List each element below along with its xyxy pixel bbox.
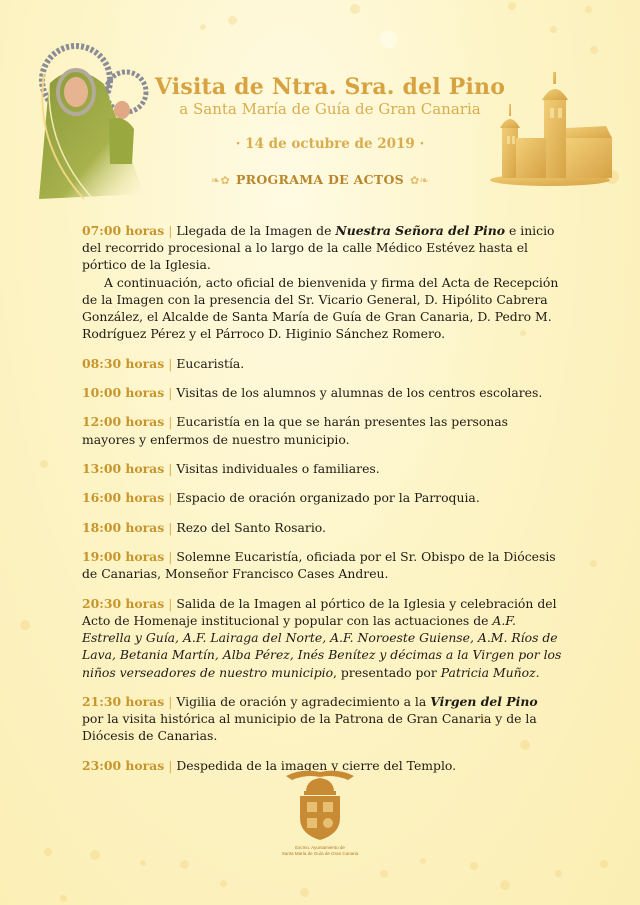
schedule-list <box>82 222 562 786</box>
schedule-time: 10:00 horas <box>82 385 165 400</box>
schedule-time: 16:00 horas <box>82 490 165 506</box>
schedule-item: 18:00 horas | Rezo del Santo Rosario. <box>82 519 326 535</box>
schedule-item: 19:00 horas | Solemne Eucaristía, oficiada por el Sr. Obispo de la Diócesis de Canarias, Monseñor Francisco Cases Andreu. <box>82 549 556 582</box>
schedule-item: 16:00 horas | Espacio de oración organizado por la Parroquia. <box>82 490 480 506</box>
page-title: Visita de Ntra. Sra. del Pino <box>154 74 506 100</box>
schedule-item: 10:00 horas | Visitas de los alumnos y alumnas de los centros escolares. <box>82 385 543 400</box>
schedule-item: 08:30 horas | Eucaristía. <box>82 355 245 371</box>
ornament-right-icon: ✿❧ <box>410 174 430 187</box>
schedule-item: 20:30 horas | Salida de la Imagen al pórtico de la Iglesia y celebración del Acto de Homenaje institucional y popular con las actuaciones de A.F. Estrella y Guía, A.F. Lairaga del Norte, A.F. Noroeste Guiense, A.M. Ríos de Lava, Betania Martín, Alba Pérez, Inés Benítez y décimas a la Virgen por los niños verseadores de nuestro municipio, presentado por Patricia Muñoz. <box>82 595 562 680</box>
schedule-time: 20:30 horas <box>82 595 165 611</box>
schedule-time: 23:00 horas <box>82 757 165 773</box>
program-heading <box>0 172 640 187</box>
schedule-item: 13:00 horas | Visitas individuales o familiares. <box>82 460 380 476</box>
schedule-item: 21:30 horas | Vigilia de oración y agradecimiento a la Virgen del Pino por la visita histórica al municipio de la Patrona de Gran Canaria y de la Diócesis de Canarias. <box>82 693 538 744</box>
header <box>150 74 510 152</box>
schedule-item: 12:00 horas | Eucaristía en la que se harán presentes las personas mayores y enfermos de nuestro municipio. <box>82 414 509 447</box>
schedule-item-paragraph: A continuación, acto oficial de bienvenida y firma del Acta de Recepción de la Imagen con la presencia del Sr. Vicario General, D. Hipólito Cabrera González, el Alcalde de Santa María de Guía de Gran Canaria, D. Pedro M. Rodríguez Pérez y el Párroco D. Higinio Sánchez Romero. <box>82 274 559 342</box>
schedule-time: 07:00 horas <box>82 223 165 238</box>
event-date: · 14 de octubre de 2019 · <box>235 136 425 152</box>
schedule-time: 08:30 horas <box>82 355 165 371</box>
schedule-item: 23:00 horas | Despedida de la imagen y cierre del Templo. <box>82 757 457 773</box>
schedule-time: 12:00 horas <box>82 414 165 430</box>
schedule-time: 19:00 horas <box>82 549 165 565</box>
ornament-left-icon: ❧✿ <box>210 174 230 187</box>
schedule-item: 07:00 horas | Llegada de la Imagen de Nuestra Señora del Pino e inicio del recorrido procesional a lo largo de la calle Médico Estévez hasta el pórtico de la Iglesia. A continuación, acto oficial de bienvenida y firma del Acta de Recepción de la Imagen con la presencia del Sr. Vicario General, D. Hipólito Cabrera González, el Alcalde de Santa María de Guía de Gran Canaria, D. Pedro M. Rodríguez Pérez y el Párroco D. Higinio Sánchez Romero. <box>82 222 562 342</box>
schedule-time: 13:00 horas <box>82 460 165 476</box>
crest-caption: Excmo. Ayuntamiento de Santa María de Guía de Gran Canaria <box>281 845 359 856</box>
schedule-time: 18:00 horas <box>82 519 165 535</box>
program-heading-label: PROGRAMA DE ACTOS <box>235 172 404 187</box>
coat-of-arms-icon <box>282 766 358 842</box>
page-subtitle: a Santa María de Guía de Gran Canaria <box>179 100 481 118</box>
schedule-time: 21:30 horas <box>82 693 165 709</box>
